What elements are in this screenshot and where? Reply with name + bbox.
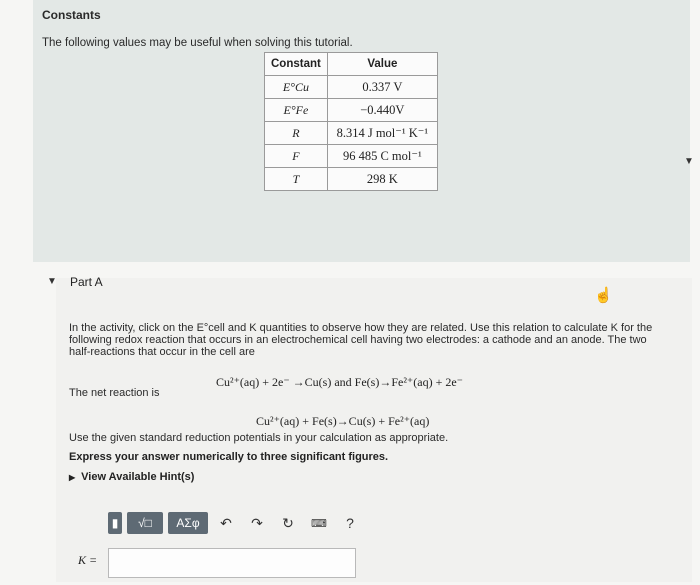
constant-symbol: E°Cu [265,76,328,99]
template-icon[interactable]: ▮ [108,512,122,534]
part-a-label[interactable]: Part A [70,275,103,289]
chevron-down-icon[interactable]: ▼ [684,156,694,167]
table-row [265,145,438,168]
constant-value: 96 485 C mol⁻¹ [327,145,437,168]
collapse-caret-icon[interactable]: ▼ [47,276,57,287]
undo-icon[interactable]: ↶ [220,514,232,531]
answer-input[interactable] [108,548,356,578]
table-row [265,99,438,122]
question-paragraph: In the activity, click on the E°cell and K quantities to observe how they are related. Use this relation to calculate K for the following redox reaction that occurs in an electrochemical cell having two electrodes: a cathode and an anode. The two half-reactions that occur in the cell are [69,322,653,358]
constant-symbol: R [265,122,328,145]
constant-symbol: F [265,145,328,168]
header-constant: Constant [265,53,328,76]
redo-icon[interactable]: ↷ [251,514,263,531]
constant-value: 298 K [327,168,437,191]
constants-title: Constants [42,8,101,22]
constant-symbol: E°Fe [265,99,328,122]
table-row [265,76,438,99]
reset-icon[interactable]: ↻ [282,514,294,531]
keyboard-icon[interactable]: ⌨ [311,517,327,530]
expand-triangle-icon: ▶ [69,473,76,482]
constants-intro: The following values may be useful when solving this tutorial. [42,37,353,49]
help-button[interactable]: ? [346,515,354,531]
constant-symbol: T [265,168,328,191]
instruction-text: Use the given standard reduction potentials in your calculation as appropriate. [69,432,449,444]
hand-pointer-icon: ☝ [594,287,613,304]
express-answer-text: Express your answer numerically to three significant figures. [69,451,389,463]
half-reactions: Cu²⁺(aq) + 2e⁻ →Cu(s) and Fe(s)→Fe²⁺(aq) + 2e⁻ [216,375,464,389]
constant-value: 8.314 J mol⁻¹ K⁻¹ [327,122,437,145]
constants-table [264,52,438,191]
templates-button[interactable]: √□ [127,512,163,534]
constant-value: 0.337 V [327,76,437,99]
constant-value: −0.440V [327,99,437,122]
math-toolbar [108,510,363,536]
view-hints-label: View Available Hint(s) [81,471,195,483]
table-row [265,168,438,191]
net-reaction: Cu²⁺(aq) + Fe(s)→Cu(s) + Fe²⁺(aq) [256,414,430,428]
table-row [265,122,438,145]
greek-symbols-button[interactable]: ΑΣφ [168,512,208,534]
k-label: K = [78,553,98,567]
header-value: Value [327,53,437,76]
net-reaction-label: The net reaction is [69,387,160,399]
view-hints-link[interactable] [69,471,194,483]
